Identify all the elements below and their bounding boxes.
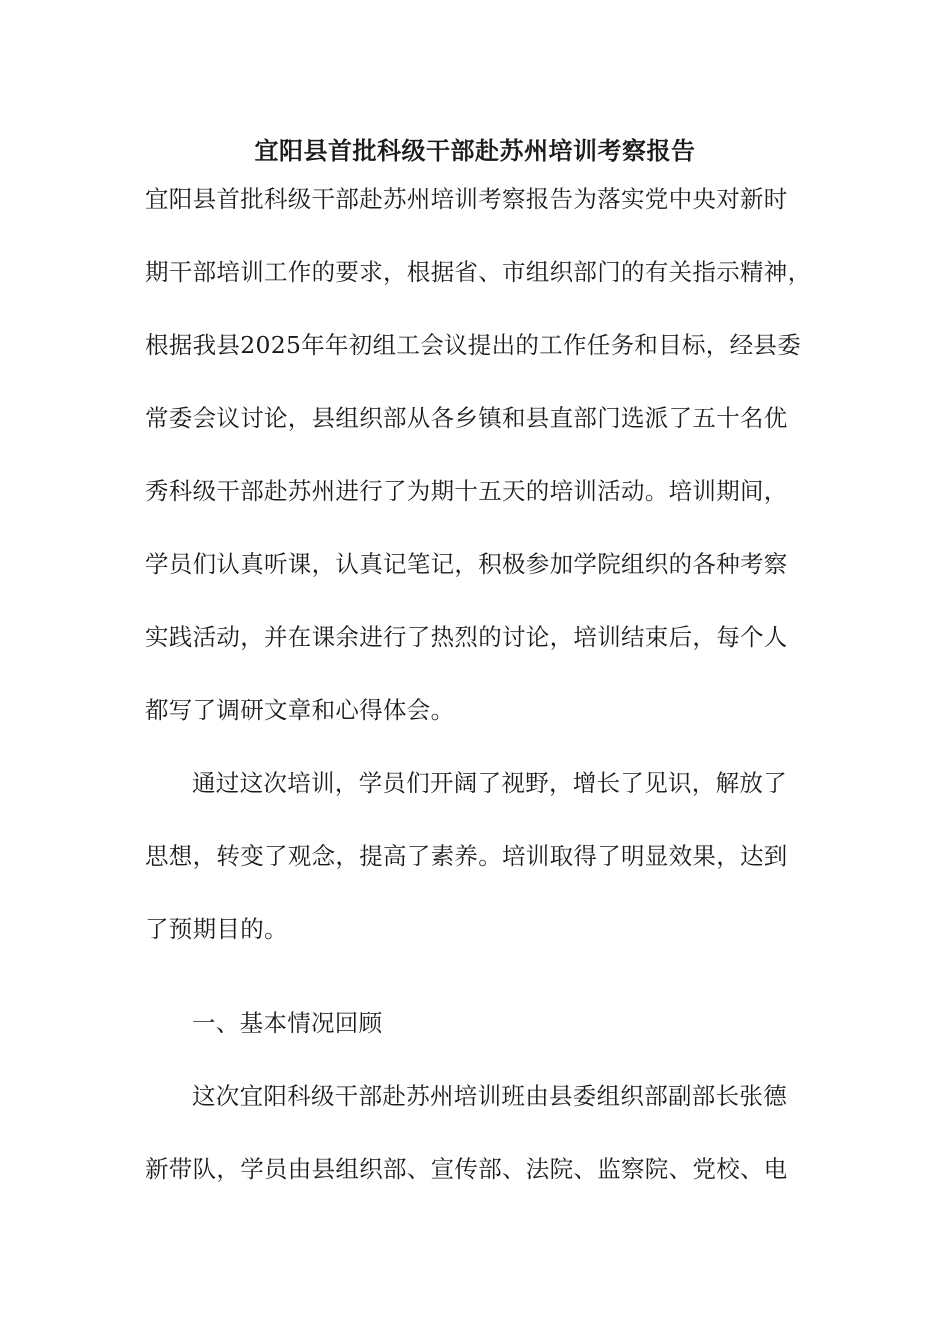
- paragraph-line: 秀科级干部赴苏州进行了为期十五天的培训活动。培训期间，: [145, 477, 788, 505]
- paragraph-line: 期干部培训工作的要求，根据省、市组织部门的有关指示精神，: [145, 258, 812, 286]
- paragraph-line: 思想，转变了观念，提高了素养。培训取得了明显效果，达到: [145, 842, 788, 870]
- paragraph-line: 都写了调研文章和心得体会。: [145, 696, 455, 724]
- paragraph-line: 了预期目的。: [145, 915, 288, 943]
- section-heading: 一、基本情况回顾: [192, 1009, 383, 1037]
- paragraph-line: 实践活动，并在课余进行了热烈的讨论，培训结束后，每个人: [145, 623, 788, 651]
- paragraph-line: 宜阳县首批科级干部赴苏州培训考察报告为落实党中央对新时: [145, 185, 788, 213]
- paragraph-line: 学员们认真听课，认真记笔记，积极参加学院组织的各种考察: [145, 550, 788, 578]
- paragraph-line: 根据我县2025年年初组工会议提出的工作任务和目标，经县委: [145, 331, 802, 359]
- paragraph-line: 常委会议讨论，县组织部从各乡镇和县直部门选派了五十名优: [145, 404, 788, 432]
- paragraph-line: 新带队，学员由县组织部、宣传部、法院、监察院、党校、电: [145, 1155, 788, 1183]
- paragraph-line: 这次宜阳科级干部赴苏州培训班由县委组织部副部长张德: [192, 1082, 787, 1110]
- paragraph-line: 通过这次培训，学员们开阔了视野，增长了见识，解放了: [192, 769, 787, 797]
- document-title: 宜阳县首批科级干部赴苏州培训考察报告: [254, 137, 696, 165]
